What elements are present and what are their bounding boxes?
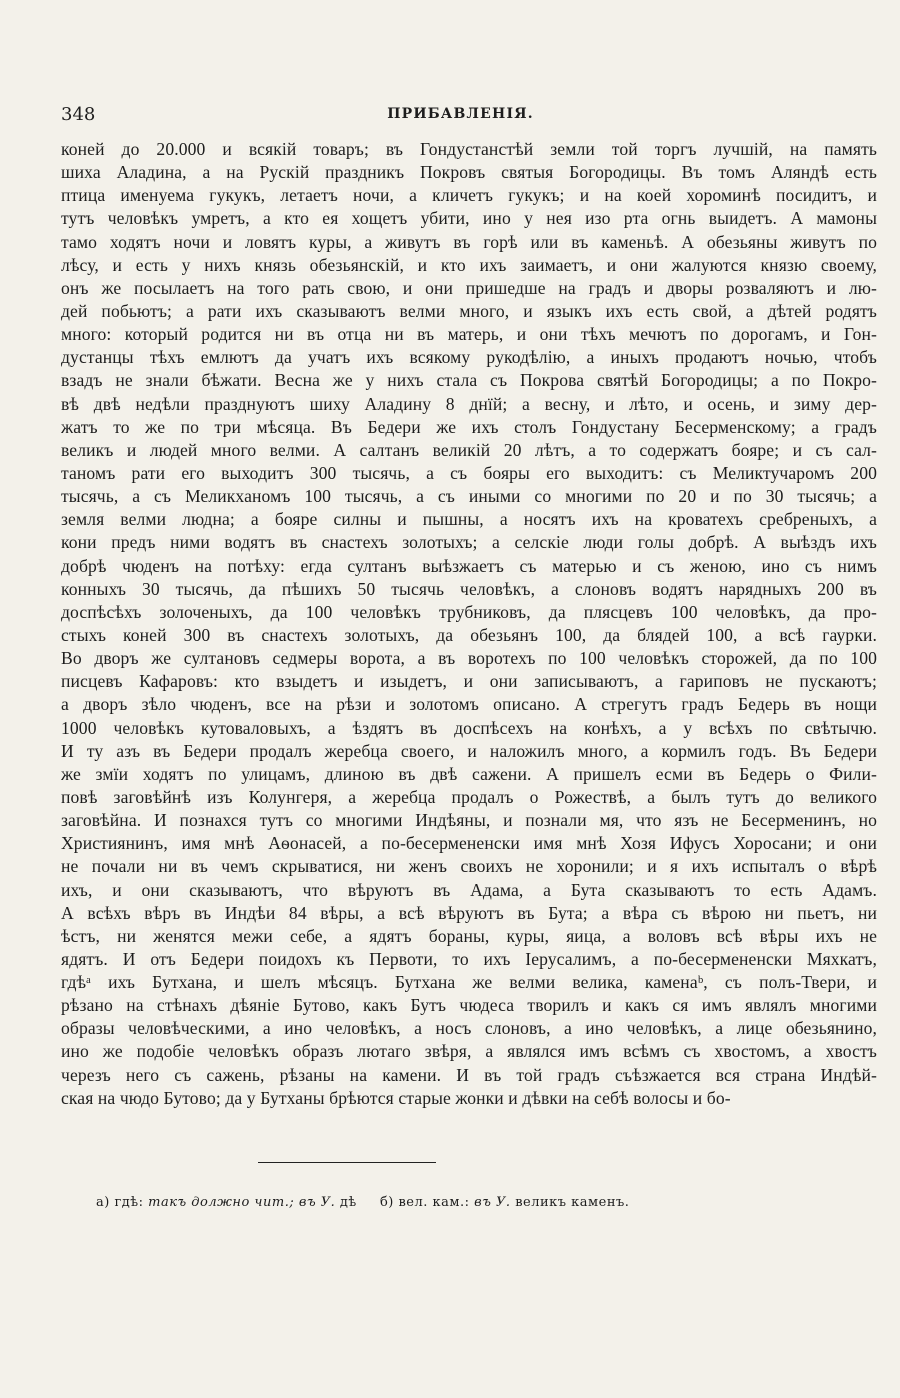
text-line: ихъ, и они сказываютъ, что вѣруютъ въ Адама, а Бута сказываютъ то есть Адамъ. <box>61 879 877 900</box>
running-head: ПРИБАВЛЕНІЯ. <box>387 106 534 122</box>
footnote-b-variant: великъ каменъ. <box>515 1195 630 1210</box>
text-line: а дворъ зѣло чюденъ, все на рѣзи и золотомъ описано. А стрегутъ градъ Бедерь въ нощи <box>61 694 877 715</box>
footnote-a-note: такъ должно чит.; <box>148 1195 295 1210</box>
text-line: добрѣ чюденъ на потѣху: егда султанъ выѣзжаетъ съ матерью и съ женою, ино съ нимъ <box>61 555 877 576</box>
text-line: земля велми людна; а бояре силны и пышны, а носятъ ихъ на кроватехъ сребреныхъ, а <box>61 509 877 530</box>
text-line: тутъ человѣкъ умретъ, а кто ея хощетъ убити, ино у нея изо рта огнь выидетъ. А мамоны <box>61 208 877 229</box>
text-line: ино же подобіе человѣкъ образъ лютаго звѣря, а являлся имъ всѣмъ съ хвостомъ, а хвостъ <box>61 1041 877 1062</box>
text-line: дустанцы тѣхъ емлютъ да учатъ ихъ всякому рукодѣлію, а иныхъ продаютъ ночью, чтобъ <box>61 347 877 368</box>
text-line: жатъ то же по три мѣсяца. Въ Бедери же ихъ столъ Гондустану Бесерменскому; а градъ <box>61 416 877 437</box>
text-line: не почали ни въ чемъ скрыватися, ни женъ своихъ не хоронили; и я ихъ испыталъ о вѣрѣ <box>61 856 877 877</box>
text-line: много: который родится ни въ отца ни въ матерь, и они тѣхъ мечютъ по дорогамъ, и Гон- <box>61 324 877 345</box>
page-header <box>61 104 820 128</box>
text-line: дей побьютъ; а рати ихъ сказываютъ велми много, и языкъ ихъ есть свой, а дѣтей родятъ <box>61 300 877 321</box>
text-line: кони предъ ними водятъ въ снастехъ золотыхъ; а селскіе люди голы добрѣ. А выѣздъ ихъ <box>61 532 877 553</box>
body-text <box>61 138 877 1110</box>
text-line: ская на чюдо Бутово; да у Бутханы брѣются старые жонки и дѣвки на себѣ волосы и бо- <box>61 1087 731 1108</box>
text-line: коней до 20.000 и всякій товаръ; въ Гондустанстѣй земли той торгъ лучшій, на память <box>61 139 877 159</box>
text-line: онъ же посылаетъ на того рать свою, и они пришедше на градъ и дворы розваляютъ и лю- <box>61 277 877 298</box>
text-line: же змїи ходятъ по улицамъ, длиною въ двѣ сажени. А пришелъ есми въ Бедерь о Фили- <box>61 763 877 784</box>
text-line: повѣ заговѣйнѣ изъ Колунгеря, а жеребца продалъ о Рожествѣ, а былъ тутъ до великого <box>61 786 877 807</box>
footnote-b-source: въ У. <box>474 1195 511 1210</box>
text-line: 1000 человѣкъ кутоваловыхъ, а ѣздятъ въ доспѣсехъ на конѣхъ, а у всѣхъ по свѣтычю. <box>61 717 877 738</box>
text-line: образы человѣческими, а ино человѣкъ, а носъ слоновъ, а ино человѣкъ, а лице обезьянино, <box>61 1018 877 1039</box>
footnote-a-word: гдѣ: <box>114 1195 144 1210</box>
text-line: ядятъ. И отъ Бедери поидохъ къ Первоти, то ихъ Іерусалимъ, а по-бесермененски Мяхкатъ, <box>61 948 877 969</box>
text-line: А всѣхъ вѣръ въ Индѣи 84 вѣры, а всѣ вѣруютъ въ Бута; а вѣра съ вѣрою ни пьетъ, ни <box>61 902 877 923</box>
page-number: 348 <box>61 104 96 125</box>
text-line: стыхъ коней 300 въ снастехъ золотыхъ, да обезьянъ 100, да блядей 100, а всѣ гаурки. <box>61 624 877 645</box>
text-line: лѣсу, и есть у нихъ князь обезьянскій, и кто ихъ заимаетъ, и они жалуются князю своему, <box>61 254 877 275</box>
footnote-a-source: въ У. <box>298 1195 336 1210</box>
text-line: птица именуема гукукъ, летаетъ ночи, а кличетъ гукукъ; и на коей хороминѣ посидитъ, и <box>61 185 877 206</box>
footnote-a-variant: дѣ <box>339 1195 357 1210</box>
text-line: И ту азъ въ Бедери продалъ жеребца своего, и наложилъ много, а кормилъ годъ. Въ Бедери <box>61 740 877 761</box>
text-line: шиха Аладина, а на Рускій праздникъ Покровъ святыя Богородицы. Въ томъ Аляндѣ есть <box>61 162 877 183</box>
text-line: великъ и людей много велми. А салтанъ великій 20 лѣтъ, а то содержатъ бояре; и съ сал- <box>61 439 877 460</box>
footnote-b-marker: б) <box>379 1195 394 1210</box>
text-line: писцевъ Кафаровъ: кто взыдетъ и изыдетъ, и они записываютъ, а гариповъ не пускаютъ; <box>61 671 877 692</box>
text-line: тысячь, а съ Меликханомъ 100 тысячь, а съ иными со многими по 20 и по 30 тысячь; а <box>61 486 877 507</box>
text-line: доспѣсѣхъ золоченыхъ, да 100 человѣкъ трубниковъ, да плясцевъ 100 человѣкъ, да про- <box>61 601 877 622</box>
text-line: заговѣйна. И познахся тутъ со многими Индѣяны, и познали мя, что язъ не Бесерменинъ, но <box>61 810 877 831</box>
footnote-a-marker: а) <box>96 1195 110 1210</box>
footnote-b-word: вел. кам.: <box>398 1195 470 1210</box>
text-line: тамо ходятъ ночи и ловятъ куры, а живутъ въ горѣ или въ каменьѣ. А обезьяны живутъ по <box>61 231 877 252</box>
text-line: Християнинъ, имя мнѣ Аѳонасей, а по-бесермененски имя мнѣ Хозя Ифусъ Хоросани; и они <box>61 833 877 854</box>
text-line: таномъ рати его выходитъ 300 тысячь, а съ бояры его выходитъ: съ Меликтучаромъ 200 <box>61 462 877 483</box>
text-line: вѣ двѣ недѣли празднуютъ шиху Аладину 8 днїй; а весну, и лѣто, и осень, и зиму дер- <box>61 393 877 414</box>
text-line: конныхъ 30 тысячь, да пѣшихъ 50 тысячь человѣкъ, а слоновъ водятъ нарядныхъ 200 въ <box>61 578 877 599</box>
text-line: ѣстъ, ни женятся межи себе, а ядятъ бораны, куры, яица, а воловъ всѣ вѣры ихъ не <box>61 925 877 946</box>
text-line: рѣзано на стѣнахъ дѣяніе Бутово, какъ Бутъ чюдеса творилъ и какъ ся имъ являлъ многими <box>61 995 877 1016</box>
text-line: взадъ не знали бѣжати. Весна же у нихъ стала съ Покрова святѣй Богородицы; а по Покро- <box>61 370 877 391</box>
footnote-separator <box>258 1162 436 1163</box>
text-line: гдѣᵃ ихъ Бутхана, и шелъ мѣсяцъ. Бутхана же велми велика, каменаᵇ, съ полъ-Твери, и <box>61 972 877 993</box>
footnotes <box>96 1195 629 1210</box>
text-line: Во дворъ же султановъ седмеры ворота, а въ воротехъ по 100 человѣкъ сторожей, да по 100 <box>61 648 877 669</box>
text-line: черезъ него съ сажень, рѣзаны на камени. И въ той градъ съѣзжается вся страна Индѣй- <box>61 1064 877 1085</box>
